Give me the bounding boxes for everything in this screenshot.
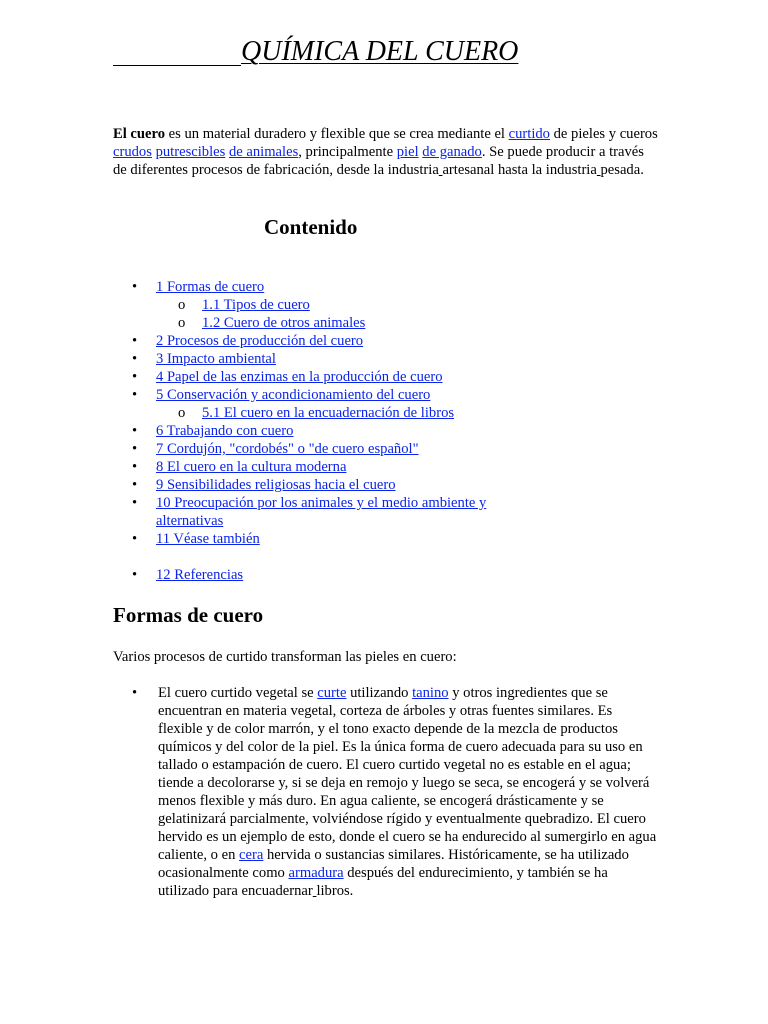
intro-bold-term: El cuero xyxy=(113,126,166,142)
toc-link-6[interactable]: 6 Trabajando con cuero xyxy=(156,423,294,439)
toc-subitem xyxy=(113,404,658,422)
table-of-contents xyxy=(113,278,658,584)
toc-link-2[interactable]: 2 Procesos de producción del cuero xyxy=(156,333,364,349)
toc-item xyxy=(113,368,658,386)
section-lead-paragraph: Varios procesos de curtido transforman las pieles en cuero: xyxy=(113,649,457,665)
toc-link-7[interactable]: 7 Cordujón, "cordobés" o "de cuero español" xyxy=(156,441,419,457)
page-title: QUÍMICA DEL CUERO xyxy=(241,36,519,67)
link-armadura[interactable]: armadura xyxy=(288,865,344,881)
bullet-marker: • xyxy=(132,685,138,701)
link-curtido[interactable]: curtido xyxy=(508,126,550,142)
toc-subitem xyxy=(113,314,658,332)
toc-heading: Contenido xyxy=(264,215,358,239)
list-item xyxy=(158,684,658,900)
toc-item xyxy=(113,278,658,296)
intro-text: . Se puede producir a través de diferentes procesos de fabricación, desde la industria xyxy=(113,144,644,178)
link-crudos[interactable]: crudos xyxy=(113,144,152,160)
toc-link-1-1[interactable]: 1.1 Tipos de cuero xyxy=(202,297,310,313)
body-text: libros. xyxy=(316,883,354,899)
link-piel[interactable]: piel xyxy=(396,144,419,160)
toc-item xyxy=(113,440,658,458)
link-cera[interactable]: cera xyxy=(239,847,264,863)
intro-text: de pieles y cueros xyxy=(549,126,658,142)
toc-link-11[interactable]: 11 Véase también xyxy=(156,531,260,547)
intro-text: pesada. xyxy=(600,162,644,178)
toc-link-4[interactable]: 4 Papel de las enzimas en la producción de cuero xyxy=(156,369,443,385)
toc-item xyxy=(113,530,658,548)
body-text: hervido es un ejemplo de esto, donde el cuero se ha endurecido al sumergirlo en agua caliente, o en xyxy=(158,829,657,863)
toc-link-3[interactable]: 3 Impacto ambiental xyxy=(156,351,276,367)
forms-bullet-list xyxy=(113,684,658,900)
toc-item xyxy=(113,386,658,404)
toc-link-5-1[interactable]: 5.1 El cuero en la encuadernación de libros xyxy=(202,405,455,421)
body-text: utilizando xyxy=(346,685,413,701)
body-text: después del endurecimiento, y también se ha utilizado para encuadernar xyxy=(158,865,608,899)
toc-item xyxy=(113,350,658,368)
toc-subitem xyxy=(113,296,658,314)
link-de-animales[interactable]: de animales xyxy=(228,144,299,160)
toc-link-5[interactable]: 5 Conservación y acondicionamiento del cuero xyxy=(156,387,431,403)
toc-item xyxy=(113,332,658,350)
toc-link-8[interactable]: 8 El cuero en la cultura moderna xyxy=(156,459,347,475)
intro-text: es un material duradero y flexible que se crea mediante el xyxy=(165,126,509,142)
title-underline-rule xyxy=(113,65,241,66)
toc-item xyxy=(113,566,658,584)
body-text: y otros ingredientes que se encuentran en materia vegetal, corteza de árboles y otras fuentes similares. Es flexible y de color marrón, y el tono exacto depende de la mezcla de productos químicos y del color de la piel. Es la única forma de cuero adecuada para su uso en tallado o estampación de cuero. El cuero curtido vegetal no es estable en el agua; tiende a decolorarse y, si se deja en remojo y luego se seca, se encogerá y se volverá menos flexible y más duro. En agua caliente, se encogerá drásticamente y se gelatinizará parcialmente, volviéndose rígido y eventualmente quebradizo. El cuero xyxy=(158,685,650,827)
intro-text: , principalmente xyxy=(298,144,397,160)
section-heading: Formas de cuero xyxy=(113,603,264,627)
link-tanino[interactable]: tanino xyxy=(412,685,449,701)
toc-link-10[interactable]: 10 Preocupación por los animales y el medio ambiente y alternativas xyxy=(156,495,487,529)
toc-item xyxy=(113,494,658,530)
toc-item xyxy=(113,458,658,476)
toc-item xyxy=(113,422,658,440)
intro-paragraph xyxy=(113,125,658,179)
toc-link-1[interactable]: 1 Formas de cuero xyxy=(156,279,265,295)
intro-text: artesanal hasta la industria xyxy=(442,162,597,178)
toc-link-12[interactable]: 12 Referencias xyxy=(156,567,244,583)
toc-item xyxy=(113,476,658,494)
link-curte[interactable]: curte xyxy=(317,685,347,701)
link-putrescibles[interactable]: putrescibles xyxy=(155,144,226,160)
body-text: hervida o sustancias similares. Históricamente, se ha utilizado ocasionalmente como xyxy=(158,847,629,881)
title-block xyxy=(113,36,543,70)
link-de-ganado[interactable]: de ganado xyxy=(422,144,482,160)
toc-link-9[interactable]: 9 Sensibilidades religiosas hacia el cuero xyxy=(156,477,396,493)
toc-link-1-2[interactable]: 1.2 Cuero de otros animales xyxy=(202,315,366,331)
body-text: El cuero curtido vegetal se xyxy=(158,685,318,701)
